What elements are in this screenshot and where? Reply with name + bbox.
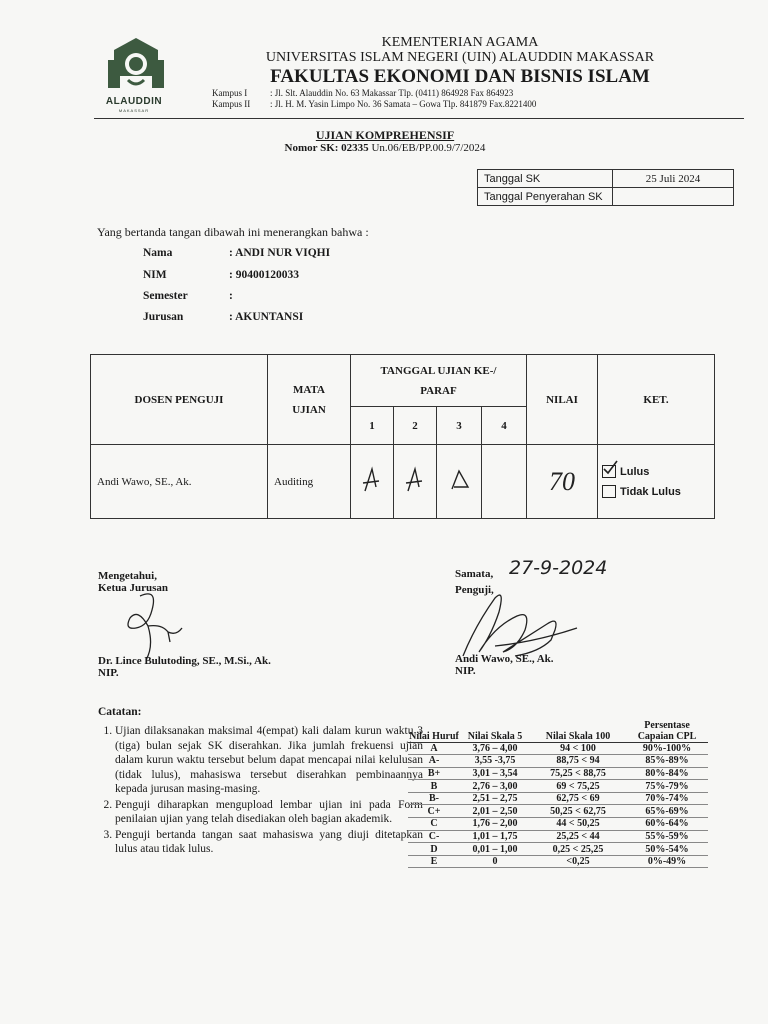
grade-cpl: 90%-100% [626, 742, 708, 755]
grade-cpl: 65%-69% [626, 805, 708, 818]
option-tidak-lulus[interactable]: Tidak Lulus [602, 482, 713, 502]
list-item: 2. Penguji diharapkan mengupload lembar ujian ini pada Form penilaian ujian yang telah disediakan oleh bagian akademik. [115, 798, 423, 827]
row-dosen: Andi Wawo, SE., Ak. [91, 445, 268, 519]
grade-scale5: 2,51 – 2,75 [460, 792, 530, 805]
field-nama: Nama : ANDI NUR VIQHI [143, 247, 331, 259]
grade-scale100: 25,25 < 44 [530, 830, 626, 843]
header-ket: KET. [598, 355, 715, 445]
ministry-name: KEMENTERIAN AGAMA [381, 35, 539, 50]
sig-left-name: Dr. Lince Bulutoding, SE., M.Si., Ak. NIP. [98, 655, 271, 679]
tanggal-sk-label: Tanggal SK [478, 170, 613, 188]
header-col-3: 3 [437, 407, 482, 445]
grade-letter: C+ [408, 805, 460, 818]
grade-scale100: 75,25 < 88,75 [530, 767, 626, 780]
grade-cpl: 70%-74% [626, 792, 708, 805]
header-nilai: NILAI [527, 355, 598, 445]
field-nim: NIM : 90400120033 [143, 269, 299, 281]
table-row [408, 818, 708, 831]
grade-header-huruf: Nilai Huruf [408, 702, 460, 742]
table-row [408, 780, 708, 793]
grade-cpl: 60%-64% [626, 818, 708, 831]
grade-cpl: 55%-59% [626, 830, 708, 843]
faculty-name: FAKULTAS EKONOMI DAN BISNIS ISLAM [270, 66, 650, 87]
exam-table [90, 354, 715, 519]
grade-scale100: 50,25 < 62,75 [530, 805, 626, 818]
grade-scale5: 0 [460, 855, 530, 868]
row-ket [598, 445, 715, 519]
signature-left [118, 586, 188, 666]
grade-scale100: 0,25 < 25,25 [530, 843, 626, 856]
table-row [408, 830, 708, 843]
grade-scale5: 3,55 -3,75 [460, 755, 530, 768]
notes-title: Catatan: [98, 706, 142, 718]
grade-scale100: 44 < 50,25 [530, 818, 626, 831]
grade-cpl: 0%-49% [626, 855, 708, 868]
paraf-3 [437, 445, 482, 519]
sig-right-role: Penguji, [455, 584, 494, 596]
grade-scale5: 2,76 – 3,00 [460, 780, 530, 793]
sig-right-date: 27-9-2024 [509, 557, 608, 579]
grade-table [408, 702, 708, 868]
option-lulus[interactable]: Lulus [602, 462, 713, 482]
grade-scale5: 0,01 – 1,00 [460, 843, 530, 856]
grade-scale100: 62,75 < 69 [530, 792, 626, 805]
grade-scale5: 3,01 – 3,54 [460, 767, 530, 780]
table-row [408, 805, 708, 818]
grade-letter: E [408, 855, 460, 868]
grade-letter: B- [408, 792, 460, 805]
header-col-1: 1 [351, 407, 394, 445]
grade-scale5: 3,76 – 4,00 [460, 742, 530, 755]
list-item: 3. Penguji bertanda tangan saat mahasiswa yang diuji ditetapkan lulus atau tidak lulus. [115, 828, 423, 857]
checkbox-checked-icon[interactable] [602, 465, 616, 478]
grade-letter: C [408, 818, 460, 831]
paraf-mark-icon [400, 465, 430, 495]
table-row [408, 755, 708, 768]
grade-header-skala100: Nilai Skala 100 [530, 702, 626, 742]
grade-scale100: <0,25 [530, 855, 626, 868]
header-dosen: DOSEN PENGUJI [91, 355, 268, 445]
field-semester: Semester : [143, 290, 233, 302]
grade-letter: C- [408, 830, 460, 843]
grade-header-skala5: Nilai Skala 5 [460, 702, 530, 742]
header-divider [94, 118, 744, 119]
campus2-address: Kampus II : Jl. H. M. Yasin Limpo No. 36 Samata – Gowa Tlp. 841879 Fax.8221400 [212, 99, 537, 109]
header-mata-ujian: MATA UJIAN [268, 355, 351, 445]
grade-scale5: 1,01 – 1,75 [460, 830, 530, 843]
paraf-mark-icon [444, 465, 474, 495]
checkbox-icon[interactable] [602, 485, 616, 498]
paraf-1 [351, 445, 394, 519]
grade-letter: A- [408, 755, 460, 768]
table-row [408, 767, 708, 780]
field-jurusan: Jurusan : AKUNTANSI [143, 311, 304, 323]
list-item: 1. Ujian dilaksanakan maksimal 4(empat) kali dalam kurun waktu 3 (tiga) bulan sejak SK diserahkan. Jika jumlah frekuensi ujian dalam kurun waktu tersebut belum dapat mencapai nilai kelulusan (tidak lulus), mahasiswa tersebut diserahkan pembinaannya kepada jurusan masing-masing. [115, 724, 423, 797]
grade-rows [408, 742, 708, 868]
grade-scale5: 1,76 – 2,00 [460, 818, 530, 831]
grade-scale100: 94 < 100 [530, 742, 626, 755]
sk-date-table [477, 169, 734, 206]
notes-list [88, 724, 423, 858]
logo-text: ALAUDDIN [105, 96, 163, 107]
grade-letter: D [408, 843, 460, 856]
university-name: UNIVERSITAS ISLAM NEGERI (UIN) ALAUDDIN MAKASSAR [265, 50, 655, 65]
logo-subtext: MAKASSAR [118, 108, 150, 113]
grade-letter: B+ [408, 767, 460, 780]
document-title: UJIAN KOMPREHENSIF [315, 128, 455, 142]
decree-number: Nomor SK: 02335 Un.06/EB/PP.00.9/7/2024 [284, 142, 486, 154]
table-row [408, 742, 708, 755]
grade-scale100: 69 < 75,25 [530, 780, 626, 793]
grade-scale100: 88,75 < 94 [530, 755, 626, 768]
header-col-4: 4 [482, 407, 527, 445]
grade-cpl: 85%-89% [626, 755, 708, 768]
paraf-4 [482, 445, 527, 519]
table-row [408, 843, 708, 856]
sig-left-header: Mengetahui, Ketua Jurusan [98, 570, 168, 594]
paraf-mark-icon [357, 465, 387, 495]
grade-cpl: 80%-84% [626, 767, 708, 780]
campus1-address: Kampus I : Jl. Slt. Alauddin No. 63 Makassar Tlp. (0411) 864928 Fax 864923 [212, 88, 514, 98]
row-mata: Auditing [268, 445, 351, 519]
row-nilai: 70 [527, 445, 598, 519]
header-col-2: 2 [394, 407, 437, 445]
grade-scale5: 2,01 – 2,50 [460, 805, 530, 818]
grade-letter: B [408, 780, 460, 793]
grade-letter: A [408, 742, 460, 755]
grade-header-cpl: Persentase Capaian CPL [626, 702, 708, 742]
penyerahan-label: Tanggal Penyerahan SK [478, 188, 613, 206]
table-row [408, 792, 708, 805]
table-row [91, 445, 715, 519]
table-row [408, 855, 708, 868]
intro-statement: Yang bertanda tangan dibawah ini menerangkan bahwa : [97, 225, 369, 239]
tanggal-sk-value: 25 Juli 2024 [613, 170, 734, 188]
grade-cpl: 50%-54% [626, 843, 708, 856]
sig-right-name: Andi Wawo, SE., Ak. NIP. [455, 653, 554, 677]
sig-right-place: Samata, [455, 568, 494, 580]
grade-cpl: 75%-79% [626, 780, 708, 793]
paraf-2 [394, 445, 437, 519]
header-tanggal-ujian: TANGGAL UJIAN KE-/ PARAF [351, 355, 527, 407]
penyerahan-value [613, 188, 734, 206]
